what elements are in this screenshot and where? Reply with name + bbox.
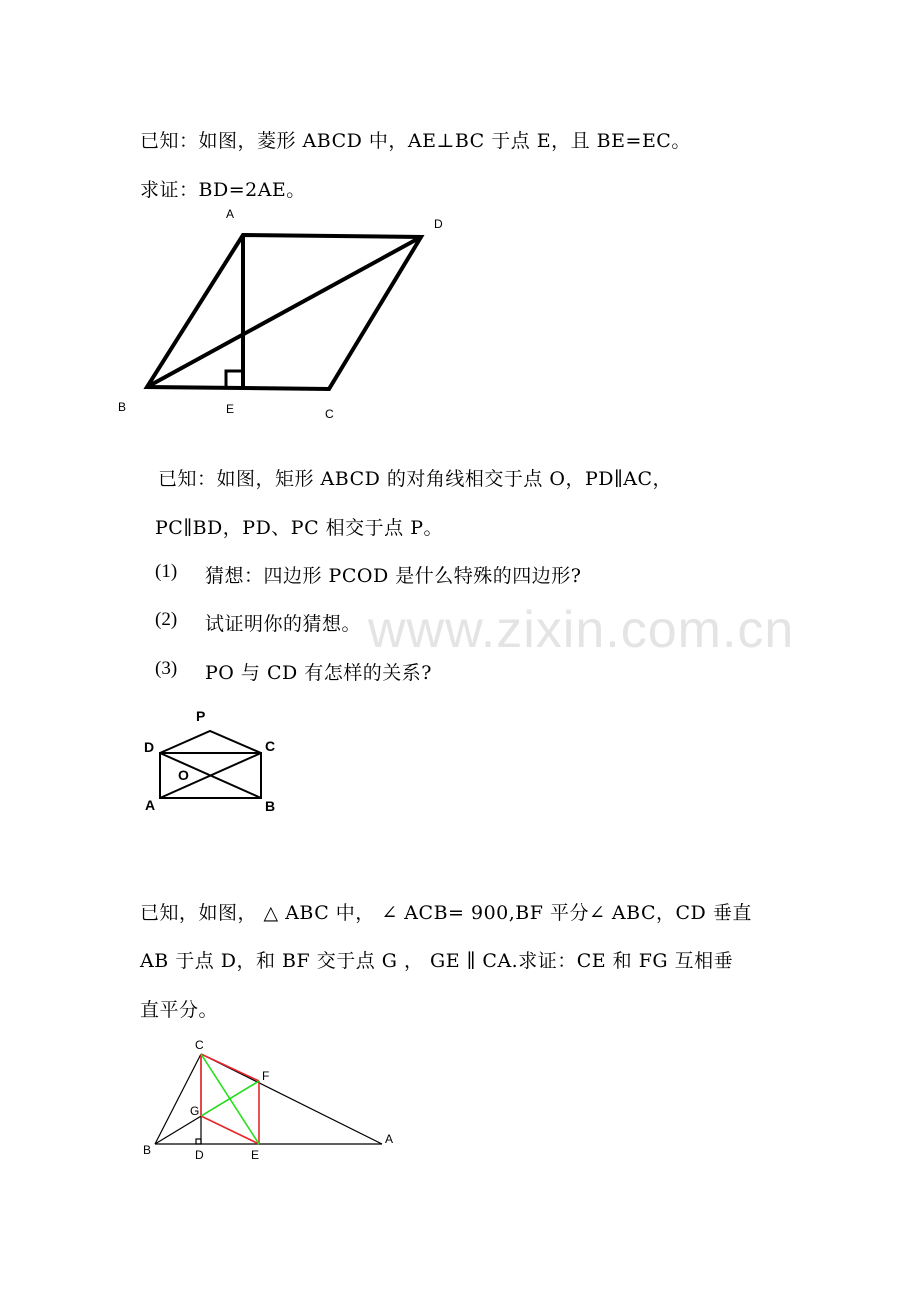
problem2-given-line2: PC∥BD，PD、PC 相交于点 P。	[155, 517, 443, 539]
label-a3: A	[385, 1132, 394, 1146]
label-d: D	[434, 217, 443, 231]
label-c: C	[325, 407, 334, 421]
label-g3: G	[190, 1104, 200, 1118]
problem1-prove: 求证：BD=2AE。	[140, 179, 306, 201]
watermark: www.zixin.com.cn	[368, 601, 795, 659]
right-angle-marker-d	[196, 1139, 201, 1144]
label-d2: D	[144, 739, 155, 755]
label-a: A	[226, 207, 235, 221]
label-e3: E	[251, 1148, 260, 1162]
problem1-given: 已知：如图，菱形 ABCD 中，AE⊥BC 于点 E，且 BE=EC。	[140, 130, 691, 152]
problem2-given-line1: 已知：如图，矩形 ABCD 的对角线相交于点 O，PD∥AC，	[158, 468, 673, 490]
label-d3: D	[195, 1148, 204, 1162]
label-b2: B	[265, 798, 276, 814]
label-a2: A	[145, 797, 156, 813]
label-f3: F	[262, 1069, 270, 1083]
label-o: O	[178, 767, 189, 783]
problem3-line1: 已知，如图， △ ABC 中， ∠ ACB= 900,BF 平分∠ ABC，CD 垂直	[140, 902, 752, 924]
problem3-line2: AB 于点 D，和 BF 交于点 G ， GE ∥ CA.求证：CE 和 FG 互相垂	[140, 950, 734, 972]
question-1-number: (1)	[155, 561, 178, 582]
question-2-text: 试证明你的猜想。	[205, 613, 362, 635]
label-b3: B	[143, 1143, 152, 1157]
label-p: P	[196, 708, 206, 724]
label-c2: C	[265, 738, 276, 754]
question-3-text: PO 与 CD 有怎样的关系?	[205, 662, 432, 684]
label-b: B	[118, 400, 127, 414]
segment-gf	[201, 1081, 259, 1116]
problem3-line3: 直平分。	[140, 999, 219, 1021]
question-1-text: 猜想：四边形 PCOD 是什么特殊的四边形?	[205, 565, 582, 587]
question-3-number: (3)	[155, 658, 178, 679]
label-e: E	[226, 402, 235, 416]
question-2-number: (2)	[155, 609, 178, 630]
label-c3: C	[195, 1038, 204, 1052]
